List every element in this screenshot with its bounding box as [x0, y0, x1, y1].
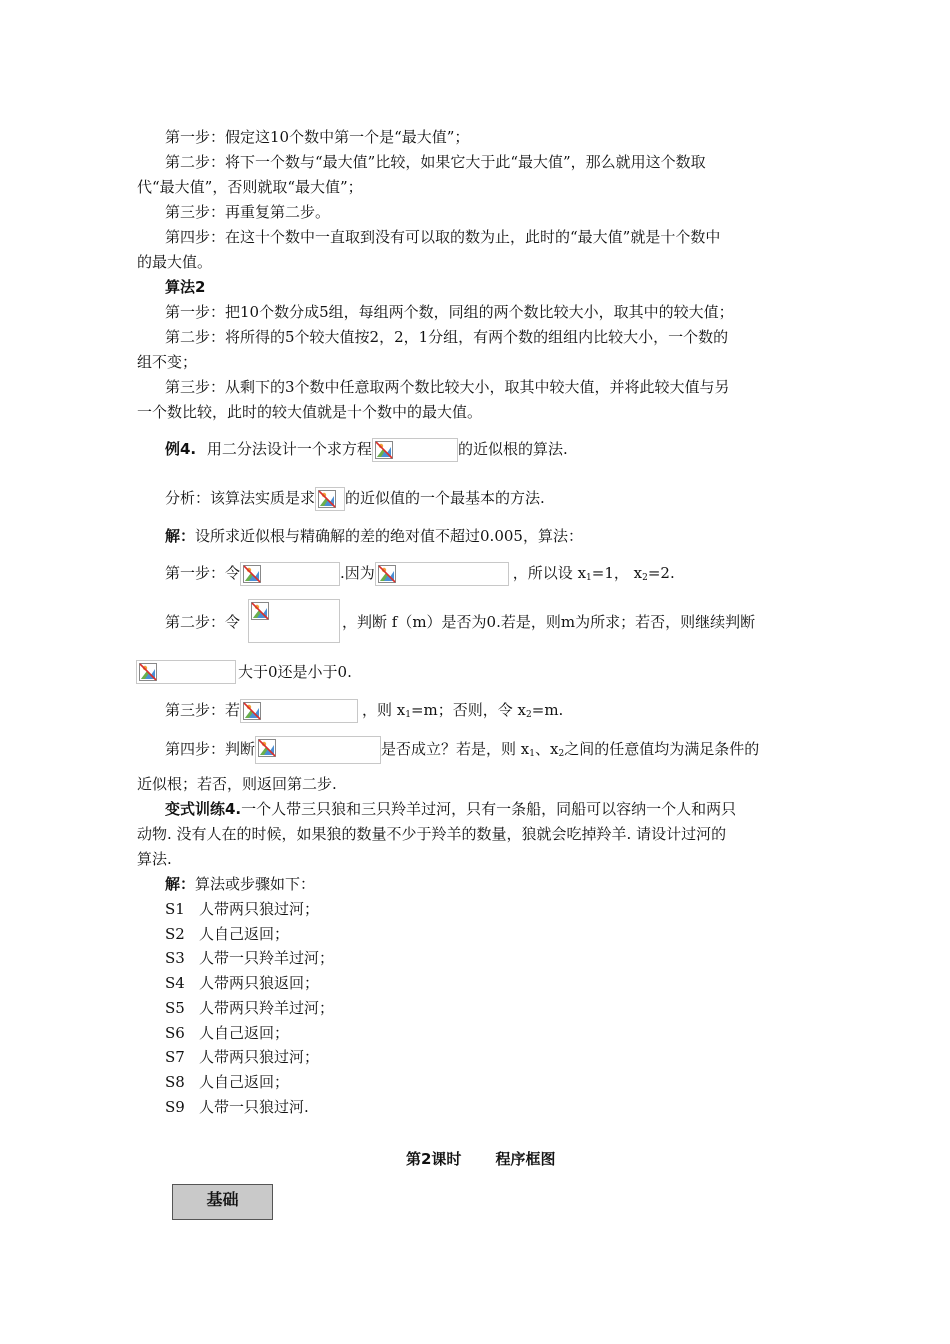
bisection-step4-cont: 近似根；若否，则返回第二步.: [137, 775, 337, 793]
basic-label-box: 基础: [172, 1184, 273, 1220]
broken-image-icon: [375, 562, 509, 586]
alg2-step2-line-cont: 组不变；: [137, 353, 198, 371]
example4-line: 例4. 用二分法设计一个求方程 的近似根的算法.: [165, 438, 568, 462]
broken-image-icon: [240, 699, 358, 723]
broken-image-icon: [240, 562, 340, 586]
step-id: S6: [165, 1023, 185, 1042]
list-item: [165, 1097, 309, 1117]
step-id: S8: [165, 1072, 185, 1091]
list-item: [165, 1023, 289, 1043]
bisection-step2-text: ，判断 f（m）是否为0.若是，则m为所求；若否，则继续判断: [342, 613, 756, 631]
bisection-step3: 第三步：若 ，则 $x_1=m$；否则，令 $x_2=m$.: [165, 699, 563, 725]
broken-image-icon: [255, 736, 381, 764]
step-text: 人带两只狼返回；: [199, 974, 320, 993]
step-id: S1: [165, 900, 185, 918]
step4-line: 第四步：在这十个数中一直取到没有可以取的数为止，此时的“最大值”就是十个数中: [165, 228, 721, 246]
variant-training-line: 变式训练4.一个人带三只狼和三只羚羊过河，只有一条船，同船可以容纳一个人和两只: [165, 800, 737, 818]
step-text: 人带两只羚羊过河；: [199, 998, 335, 1017]
solution-line: 解：设所求近似根与精确解的差的绝对值不超过0.005，算法：: [165, 527, 583, 545]
alg2-step2-line: 第二步：将所得的5个较大值按2，2，1分组，有两个数的组组内比较大小，一个数的: [165, 328, 729, 346]
example4-label: 例4.: [165, 440, 197, 458]
step-text: 人自己返回；: [199, 1072, 290, 1091]
list-item: [165, 899, 319, 919]
list-item: [165, 1072, 289, 1092]
broken-image-icon: [248, 599, 340, 643]
list-item: [165, 998, 334, 1018]
alg2-step3-line-cont: 一个数比较，此时的较大值就是十个数中的最大值。: [137, 403, 483, 421]
list-item: [165, 973, 319, 993]
step1-line: 第一步：假定这10个数中第一个是“最大值”；: [165, 128, 470, 146]
bisection-step1: 第一步：令 .因为 ，所以设 $x_1=1$， $x_2=2$.: [165, 562, 675, 588]
step-text: 人带两只狼过河；: [199, 1048, 320, 1067]
step-text: 人自己返回；: [199, 1023, 290, 1042]
alg2-step3-line: 第三步：从剩下的3个数中任意取两个数比较大小，取其中较大值，并将此较大值与另: [165, 378, 730, 396]
step-id: S7: [165, 1048, 185, 1067]
list-item: [165, 924, 289, 944]
step-id: S5: [165, 998, 185, 1017]
broken-image-icon: [136, 660, 236, 684]
algorithm2-heading: 算法2: [165, 278, 206, 296]
variant-training-line3: 算法.: [137, 850, 172, 868]
broken-image-icon: [315, 487, 345, 511]
list-item: [165, 1047, 319, 1067]
list-item: [165, 948, 334, 968]
broken-image-icon: [372, 438, 458, 462]
step-text: 人带一只狼过河.: [199, 1097, 309, 1116]
step-text: 人带两只狼过河；: [199, 900, 320, 918]
step-text: 人自己返回；: [199, 924, 290, 943]
step-id: S2: [165, 924, 185, 943]
bisection-step4: 第四步：判断 是否成立？若是，则 $x_1$、$x_2$之间的任意值均为满足条件的: [165, 736, 759, 764]
step4-line-cont: 的最大值。: [137, 253, 213, 271]
step-id: S3: [165, 949, 185, 968]
step-id: S4: [165, 974, 185, 993]
step3-line: 第三步：再重复第二步。: [165, 203, 331, 221]
solution2-line: 解：算法或步骤如下：: [165, 875, 316, 893]
analysis-line: 分析：该算法实质是求 的近似值的一个最基本的方法.: [165, 487, 545, 511]
bisection-step2: 第二步：令: [165, 613, 241, 631]
bisection-step2-cont: 大于0还是小于0.: [238, 663, 352, 681]
section-heading: 第2课时 程序框图: [406, 1150, 556, 1168]
alg2-step1-line: 第一步：把10个数分成5组，每组两个数，同组的两个数比较大小，取其中的较大值；: [165, 303, 734, 321]
step2-line: 第二步：将下一个数与“最大值”比较，如果它大于此“最大值”，那么就用这个数取: [165, 153, 706, 171]
variant-training-line2: 动物. 没有人在的时候，如果狼的数量不少于羚羊的数量，狼就会吃掉羚羊. 请设计过河的: [137, 825, 727, 843]
step-text: 人带一只羚羊过河；: [199, 949, 335, 968]
step2-line-cont: 代“最大值”，否则就取“最大值”；: [137, 178, 363, 196]
step-id: S9: [165, 1097, 185, 1116]
